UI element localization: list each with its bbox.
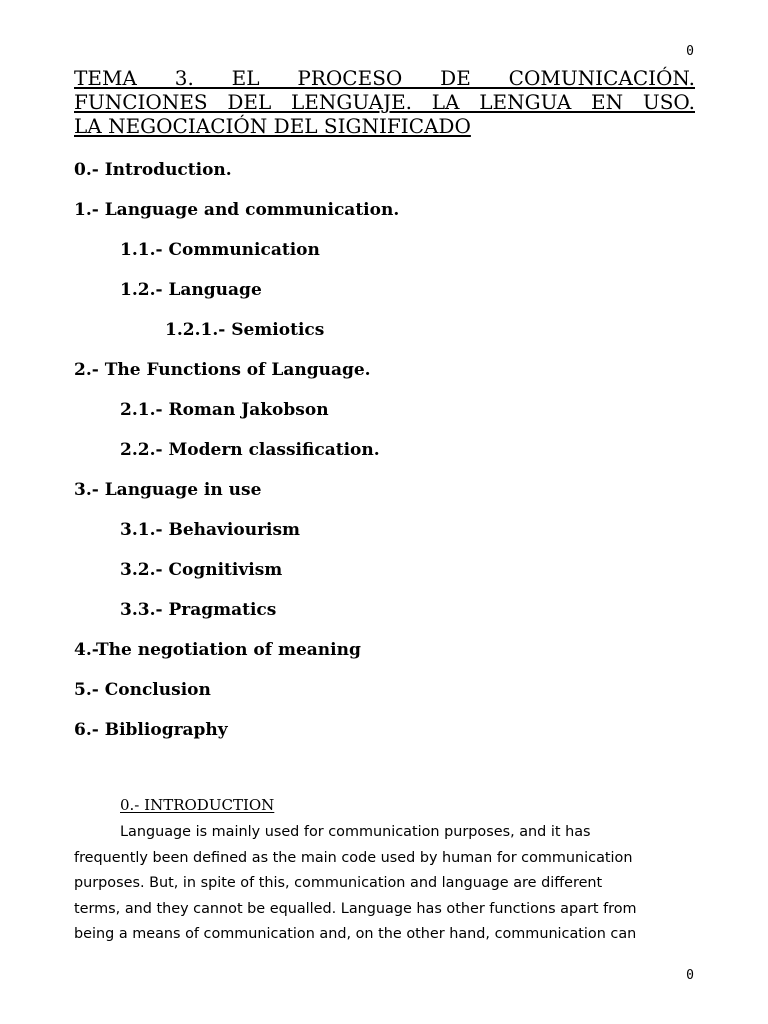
body-line: Language is mainly used for communication purposes, and it has bbox=[120, 824, 591, 840]
toc-item: 3.2.- Cognitivism bbox=[120, 560, 283, 580]
toc-item: 4.-The negotiation of meaning bbox=[74, 640, 361, 660]
toc-item: 3.3.- Pragmatics bbox=[120, 600, 277, 620]
toc-item: 1.2.- Language bbox=[120, 280, 262, 300]
body-line: terms, and they cannot be equalled. Language has other functions apart from bbox=[74, 900, 637, 917]
title-line: TEMA 3. EL PROCESO DE COMUNICACIÓN. bbox=[74, 66, 695, 90]
page-number-bottom: 0 bbox=[686, 968, 694, 983]
title-line: FUNCIONES DEL LENGUAJE. LA LENGUA EN USO. bbox=[74, 90, 695, 114]
body-line: purposes. But, in spite of this, communication and language are different bbox=[74, 875, 603, 892]
toc-item: 2.2.- Modern classification. bbox=[120, 440, 380, 460]
body-paragraph bbox=[74, 820, 688, 948]
document-title bbox=[74, 66, 695, 138]
toc-item: 2.- The Functions of Language. bbox=[74, 360, 371, 380]
toc-item: 3.- Language in use bbox=[74, 480, 262, 500]
toc-item: 1.2.1.- Semiotics bbox=[165, 320, 325, 340]
toc-item: 3.1.- Behaviourism bbox=[120, 520, 301, 540]
toc-item: 1.1.- Communication bbox=[120, 240, 320, 260]
toc-item: 0.- Introduction. bbox=[74, 160, 232, 180]
page-number-top: 0 bbox=[686, 44, 694, 59]
toc-item: 2.1.- Roman Jakobson bbox=[120, 400, 329, 420]
toc-item: 1.- Language and communication. bbox=[74, 200, 400, 220]
title-line: LA NEGOCIACIÓN DEL SIGNIFICADO bbox=[74, 114, 471, 138]
toc-item: 6.- Bibliography bbox=[74, 720, 228, 740]
body-line: being a means of communication and, on the other hand, communication can bbox=[74, 926, 637, 943]
body-line: frequently been defined as the main code used by human for communication bbox=[74, 849, 633, 866]
section-heading: 0.- INTRODUCTION bbox=[120, 796, 275, 814]
toc-item: 5.- Conclusion bbox=[74, 680, 211, 700]
